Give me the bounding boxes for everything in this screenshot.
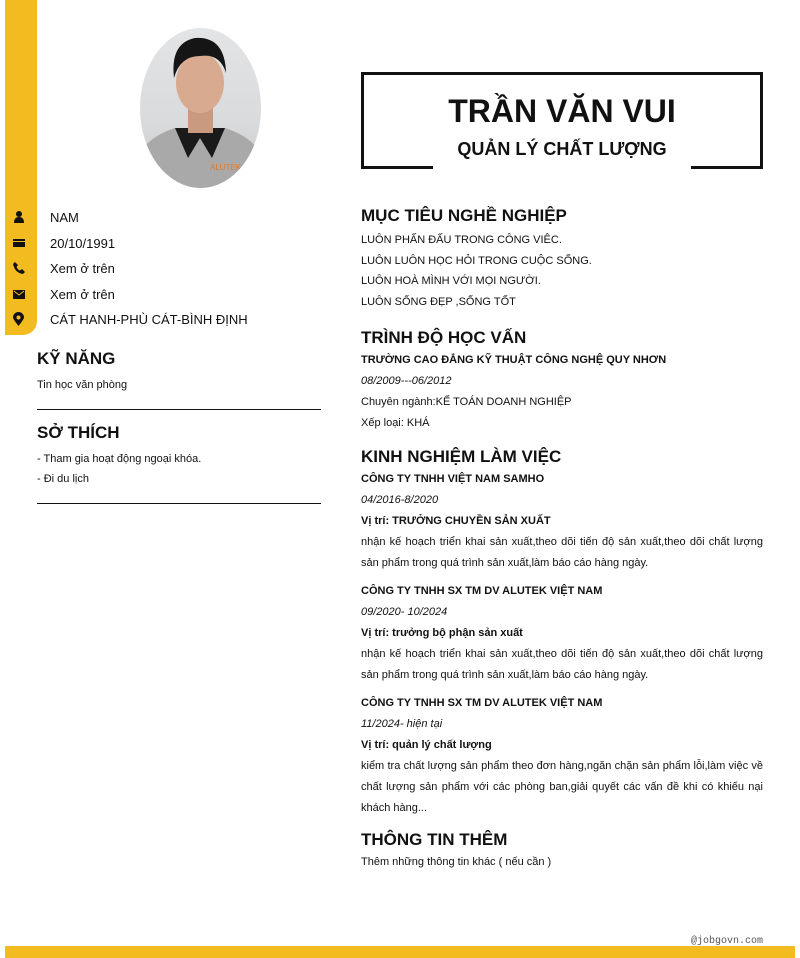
job-company: CÔNG TY TNHH VIỆT NAM SAMHO xyxy=(361,473,545,485)
job-description: nhận kế hoạch triển khai sản xuất,theo dõi tiến độ sản xuất,theo dõi chất lượng sản phẩm trong quá trình sản xuất,làm báo cáo hàng ngày. xyxy=(361,648,763,681)
hobby-item: - Tham gia hoạt động ngoại khóa. xyxy=(37,453,202,465)
objective-line: LUÔN PHẤN ĐẤU TRONG CÔNG VIÊC. xyxy=(361,234,562,246)
job-entry xyxy=(361,469,763,574)
location-icon xyxy=(0,312,37,326)
job-company: CÔNG TY TNHH SX TM DV ALUTEK VIỆT NAM xyxy=(361,697,603,709)
objective-line: LUÔN SỐNG ĐẸP ,SỐNG TỐT xyxy=(361,296,516,309)
accent-footer-bar xyxy=(5,946,795,958)
objective-heading: MỤC TIÊU NGHỀ NGHIỆP xyxy=(361,206,567,225)
education-period: 08/2009---06/2012 xyxy=(361,375,452,387)
contact-phone: Xem ở trên xyxy=(0,258,115,278)
education-major: Chuyên ngành:KẾ TOÁN DOANH NGHIỆP xyxy=(361,396,572,408)
contact-birthday: 20/10/1991 xyxy=(0,233,115,253)
additional-section xyxy=(361,830,763,868)
education-grade: Xếp loại: KHÁ xyxy=(361,417,430,429)
experience-heading: KINH NGHIỆM LÀM VIỆC xyxy=(361,447,562,466)
objective-line: LUÔN LUÔN HỌC HỎI TRONG CUỘC SỐNG. xyxy=(361,254,592,267)
job-entry xyxy=(361,693,763,819)
contact-email: Xem ở trên xyxy=(0,284,115,304)
additional-heading: THÔNG TIN THÊM xyxy=(361,830,508,849)
job-period: 09/2020- 10/2024 xyxy=(361,606,448,618)
email-icon xyxy=(0,290,37,299)
contact-gender: NAM xyxy=(0,207,79,227)
phone-icon xyxy=(0,262,37,274)
job-position: Vị trí: TRƯỞNG CHUYỀN SẢN XUẤT xyxy=(361,515,551,527)
school-name: TRƯỜNG CAO ĐẲNG KỸ THUẬT CÔNG NGHỆ QUY NHƠN xyxy=(361,354,667,366)
job-period: 11/2024- hiện tại xyxy=(361,718,443,730)
experience-section xyxy=(361,447,763,819)
person-icon xyxy=(0,211,37,223)
avatar xyxy=(140,28,261,188)
candidate-title: QUẢN LÝ CHẤT LƯỢNG xyxy=(457,139,667,159)
contact-address: CÁT HANH-PHÙ CÁT-BÌNH ĐỊNH xyxy=(0,309,248,329)
job-position: Vị trí: trưởng bộ phận sản xuất xyxy=(361,627,523,639)
additional-text: Thêm những thông tin khác ( nếu cần ) xyxy=(361,856,552,868)
job-position: Vị trí: quản lý chất lượng xyxy=(361,739,492,751)
job-company: CÔNG TY TNHH SX TM DV ALUTEK VIỆT NAM xyxy=(361,585,603,597)
divider xyxy=(37,503,321,504)
education-heading: TRÌNH ĐỘ HỌC VẤN xyxy=(361,328,527,347)
calendar-icon xyxy=(0,238,37,248)
objective-section xyxy=(361,206,763,313)
svg-text:ALUTEK: ALUTEK xyxy=(210,163,242,172)
skills-heading: KỸ NĂNG xyxy=(37,349,116,368)
education-section xyxy=(361,328,763,434)
hobbies-heading: SỞ THÍCH xyxy=(37,423,120,442)
job-entry xyxy=(361,581,763,686)
job-period: 04/2016-8/2020 xyxy=(361,494,439,506)
objective-line: LUÔN HOÀ MÌNH VỚI MỌI NGƯỜI. xyxy=(361,275,541,288)
divider xyxy=(37,409,321,410)
skill-item: Tin học văn phòng xyxy=(37,379,128,391)
hobby-item: - Đi du lịch xyxy=(37,473,89,485)
candidate-name: TRẦN VĂN VUI xyxy=(448,93,676,129)
job-description: nhận kế hoạch triển khai sản xuất,theo dõi tiến độ sản xuất,theo dõi chất lượng sản phẩm trong quá trình sản xuất,làm báo cáo hàng ngày. xyxy=(361,536,763,569)
job-description: kiểm tra chất lượng sản phẩm theo đơn hàng,ngăn chặn sản phẩm lỗi,làm việc về chất lượng sản phẩm với các phòng ban,giải quyết các vấn đề khi có khiếu nại khách hàng... xyxy=(361,760,763,814)
name-header-box xyxy=(361,72,763,169)
watermark: @jobgovn.com xyxy=(690,936,763,947)
